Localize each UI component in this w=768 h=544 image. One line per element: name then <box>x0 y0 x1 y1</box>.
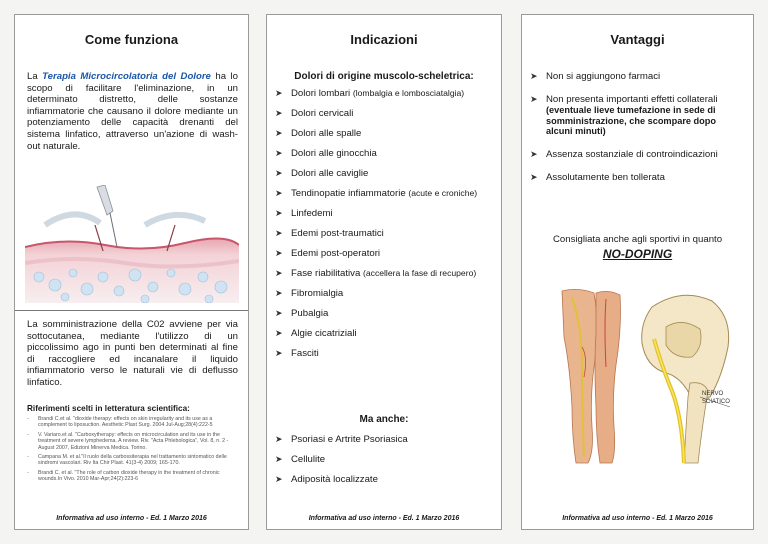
item-text: Dolori alle caviglie <box>291 168 369 179</box>
arrow-bullet-icon: ➤ <box>530 171 538 182</box>
recommended-text: Consigliata anche agli sportivi in quanto <box>552 234 723 245</box>
list-item <box>275 128 493 139</box>
panel-title: Come funziona <box>84 32 179 47</box>
panel-come-funziona <box>14 14 249 530</box>
list-item <box>275 108 493 119</box>
nerve-label-2: SCIATICO <box>702 399 730 405</box>
list-item <box>275 148 493 159</box>
list-item <box>275 434 493 445</box>
skin-illustration <box>25 185 239 303</box>
item-text: Tendinopatie infiammatorie <box>291 188 406 199</box>
list-item <box>530 71 745 82</box>
item-text: Fase riabilitativa <box>291 268 361 279</box>
item-text: Adiposità localizzate <box>291 474 378 485</box>
sciatic-nerve-illustration <box>542 287 742 465</box>
list-item <box>530 94 745 137</box>
arrow-bullet-icon: ➤ <box>275 308 283 318</box>
item-text: Edemi post-traumatici <box>291 228 384 239</box>
list-item <box>275 328 493 339</box>
item-note: (lombalgia e lombosciatalgia) <box>352 88 465 98</box>
list-item <box>275 268 493 279</box>
item-text: Assolutamente ben tollerata <box>546 171 665 183</box>
list-item <box>530 149 745 160</box>
also-subhead: Ma anche: <box>359 414 409 425</box>
item-text: Non presenta importanti effetti collaterali <box>546 94 718 105</box>
list-item <box>275 248 493 259</box>
arrow-bullet-icon: ➤ <box>275 328 283 338</box>
arrow-bullet-icon: ➤ <box>275 168 283 178</box>
arrow-bullet-icon: ➤ <box>530 71 538 81</box>
item-text: Edemi post-operatori <box>291 248 381 259</box>
item-text: Psoriasi e Artrite Psoriasica <box>291 434 408 445</box>
panel-title: Indicazioni <box>350 32 418 47</box>
list-item <box>275 228 493 239</box>
arrow-bullet-icon: ➤ <box>275 474 283 484</box>
muscle-pain-subhead: Dolori di origine muscolo-scheletrica: <box>294 71 474 82</box>
therapy-name: Terapia Microcircolatoria del Dolore <box>42 71 211 82</box>
list-item <box>275 474 493 485</box>
intro-prefix: La <box>27 71 43 82</box>
arrow-bullet-icon: ➤ <box>275 288 283 298</box>
references-title: Riferimenti scelti in letteratura scientifica: <box>27 404 190 413</box>
item-text: Dolori lombari <box>291 88 351 99</box>
arrow-bullet-icon: ➤ <box>275 88 283 98</box>
panel-vantaggi <box>521 14 754 530</box>
item-note: (accellera la fase di recupero) <box>363 268 477 278</box>
reference-item: - Brandi C.et al. "dioxide therapy: effects on skin irregularity and its use as a complement to liposuction. Aesthetic Plast Surg. 2004 Jul-Aug;28(4):222-5 <box>27 416 240 429</box>
item-text: Cellulite <box>291 454 326 465</box>
list-item <box>275 288 493 299</box>
item-text: Assenza sostanziale di controindicazioni <box>546 148 718 160</box>
item-text: Dolori cervicali <box>291 108 354 119</box>
panel-footer: Informativa ad uso interno - Ed. 1 Marzo 2016 <box>562 515 713 522</box>
item-text: Non si aggiungono farmaci <box>546 71 661 82</box>
arrow-bullet-icon: ➤ <box>275 434 283 444</box>
panel-footer: Informativa ad uso interno - Ed. 1 Marzo 2016 <box>56 515 207 522</box>
also-list <box>275 434 493 494</box>
panel-footer: Informativa ad uso interno - Ed. 1 Marzo 2016 <box>308 515 460 522</box>
list-item <box>275 88 493 99</box>
item-text: Fibromialgia <box>291 288 344 299</box>
arrow-bullet-icon: ➤ <box>530 148 538 159</box>
reference-item: - V. Variaro.et al. "Carboxytherapy: effects on microcirculation and its use in the treatment of severe lymphedema. A review. Riv. "Acta Phlebologica", Vol. 8, n. 2 - August 2007, Edizioni Minerva Medica. Torino. <box>27 432 240 451</box>
references-list <box>27 416 240 486</box>
arrow-bullet-icon: ➤ <box>275 208 283 218</box>
arrow-bullet-icon: ➤ <box>275 128 283 138</box>
item-text: Linfedemi <box>291 208 333 219</box>
list-item <box>275 348 493 359</box>
list-item <box>275 188 493 199</box>
item-subtext: (eventuale lieve tumefazione in sede di somministrazione, che scompare dopo alcuni minuti) <box>546 105 717 137</box>
item-text: Pubalgia <box>291 308 329 319</box>
reference-item: - Brandi C. et al. "The role of carbon dioxide therapy in the treatment of chronic wounds.In Vivo. 2010 Mar-Apr;24(2):223-6 <box>27 470 240 483</box>
arrow-bullet-icon: ➤ <box>275 248 283 258</box>
arrow-bullet-icon: ➤ <box>275 268 283 278</box>
arrow-bullet-icon: ➤ <box>275 228 283 238</box>
list-item <box>275 454 493 465</box>
intro-text <box>27 71 238 152</box>
arrow-bullet-icon: ➤ <box>275 348 283 358</box>
nerve-label: NERVO <box>702 391 724 397</box>
arrow-bullet-icon: ➤ <box>275 188 283 198</box>
list-item <box>275 208 493 219</box>
item-text: Dolori alle spalle <box>291 128 362 139</box>
indications-list <box>275 88 493 368</box>
no-doping-label: NO-DOPING <box>602 247 673 261</box>
panel-title: Vantaggi <box>610 32 665 47</box>
item-text: Dolori alle ginocchia <box>291 148 377 159</box>
reference-item: - Campana M. et al."Il ruolo della carbossiterapia nel trattamento sintomatico delle sindromi vascolari. Riv Ita Chir Plast. 41(3-4) 2009; 165-170. <box>27 454 240 467</box>
arrow-bullet-icon: ➤ <box>530 94 538 104</box>
list-item <box>530 172 745 183</box>
item-note: (acute e croniche) <box>408 188 478 198</box>
arrow-bullet-icon: ➤ <box>275 454 283 464</box>
item-text: Fasciti <box>291 348 319 359</box>
arrow-bullet-icon: ➤ <box>275 108 283 118</box>
item-text: Algie cicatriziali <box>291 328 357 339</box>
list-item <box>275 308 493 319</box>
administration-text: La somministrazione della C02 avviene per via sottocutanea, mediante l'utilizzo di un piccolissimo ago in punti ben determinati al fine di raccogliere ed incanalare il liquido infiammatorio verso le naturali vie di deflusso linfatico. <box>27 319 238 388</box>
list-item <box>275 168 493 179</box>
intro-body: ha lo scopo di facilitare l'eliminazione, in un determinato distretto, delle sostanze infiammatorie che causano il dolore mediante un potenziamento delle capacità drenanti del sistema linfatico, attraverso un'azione di wash-out naturale. <box>27 71 239 152</box>
arrow-bullet-icon: ➤ <box>275 148 283 158</box>
panel-indicazioni <box>266 14 502 530</box>
advantages-list <box>530 71 745 195</box>
section-divider <box>15 310 248 311</box>
